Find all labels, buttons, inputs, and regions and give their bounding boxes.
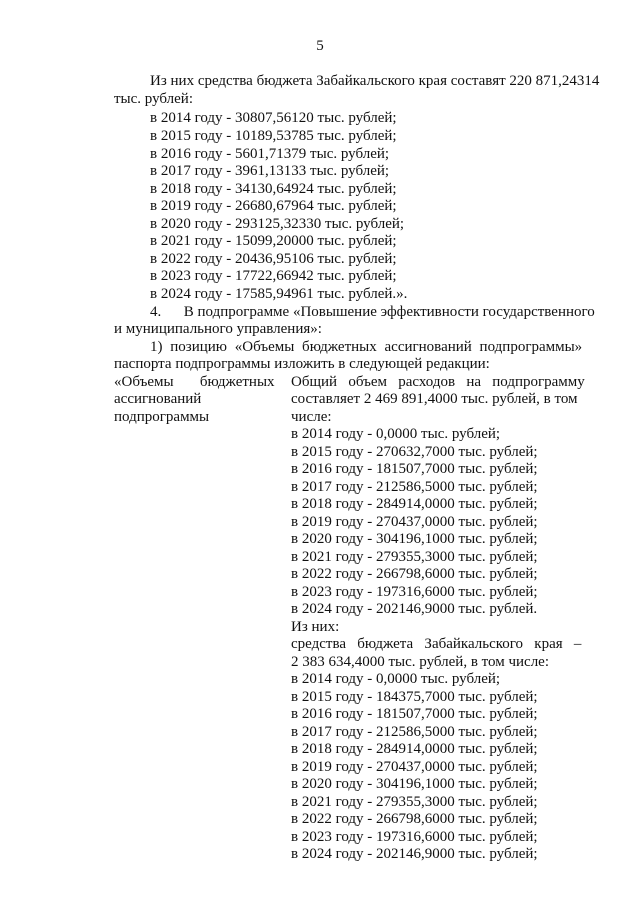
list-item: в 2019 году - 26680,67964 тыс. рублей; [150,198,397,214]
list-item: в 2024 году - 17585,94961 тыс. рублей.». [150,286,408,302]
total-line-1: Общий объем расходов на подпрограмму [291,374,585,390]
list-item: в 2016 году - 5601,71379 тыс. рублей; [150,146,390,162]
list-item: в 2023 году - 197316,6000 тыс. рублей; [291,584,538,600]
list-item: в 2016 году - 181507,7000 тыс. рублей; [291,461,538,477]
list-item: в 2022 году - 20436,95106 тыс. рублей; [150,251,397,267]
list-item: в 2022 году - 266798,6000 тыс. рублей; [291,566,538,582]
list-item: в 2017 году - 3961,13133 тыс. рублей; [150,163,390,179]
list-item: в 2014 году - 0,0000 тыс. рублей; [291,426,501,442]
regional-line-2: 2 383 634,4000 тыс. рублей, в том числе: [291,654,550,670]
total-line-2: составляет 2 469 891,4000 тыс. рублей, в том [291,391,578,407]
intro-line-2: тыс. рублей: [114,91,193,107]
item-1-line-2: паспорта подпрограммы изложить в следующей редакции: [114,356,490,372]
list-item: в 2019 году - 270437,0000 тыс. рублей; [291,514,538,530]
list-item: в 2020 году - 293125,32330 тыс. рублей; [150,216,405,232]
list-item: в 2022 году - 266798,6000 тыс. рублей; [291,811,538,827]
page-number: 5 [316,38,324,54]
list-item: в 2021 году - 279355,3000 тыс. рублей; [291,549,538,565]
list-item: в 2014 году - 0,0000 тыс. рублей; [291,671,501,687]
item-4-line-1: 4. В подпрограмме «Повышение эффективности государственного [150,304,595,320]
list-item: в 2021 году - 15099,20000 тыс. рублей; [150,233,397,249]
list-item: в 2023 году - 197316,6000 тыс. рублей; [291,829,538,845]
table-left-cell-line-1: «Объемы бюджетных [114,374,275,390]
list-item: в 2015 году - 184375,7000 тыс. рублей; [291,689,538,705]
list-item: в 2015 году - 270632,7000 тыс. рублей; [291,444,538,460]
of-them-label: Из них: [291,619,340,635]
list-item: в 2020 году - 304196,1000 тыс. рублей; [291,776,538,792]
list-item: в 2016 году - 181507,7000 тыс. рублей; [291,706,538,722]
item-1-line-1: 1) позицию «Объемы бюджетных ассигнований подпрограммы» [150,339,583,355]
list-item: в 2024 году - 202146,9000 тыс. рублей. [291,601,538,617]
list-item: в 2021 году - 279355,3000 тыс. рублей; [291,794,538,810]
table-left-cell-line-2: ассигнований [114,391,202,407]
list-item: в 2018 году - 284914,0000 тыс. рублей; [291,496,538,512]
list-item: в 2017 году - 212586,5000 тыс. рублей; [291,479,538,495]
regional-line-1: средства бюджета Забайкальского края – [291,636,582,652]
list-item: в 2018 году - 284914,0000 тыс. рублей; [291,741,538,757]
list-item: в 2023 году - 17722,66942 тыс. рублей; [150,268,397,284]
list-item: в 2018 году - 34130,64924 тыс. рублей; [150,181,397,197]
total-line-3: числе: [291,409,332,425]
list-item: в 2017 году - 212586,5000 тыс. рублей; [291,724,538,740]
list-item: в 2015 году - 10189,53785 тыс. рублей; [150,128,397,144]
intro-line-1: Из них средства бюджета Забайкальского края составят 220 871,24314 [150,73,600,89]
table-left-cell-line-3: подпрограммы [114,409,210,425]
list-item: в 2024 году - 202146,9000 тыс. рублей; [291,846,538,862]
list-item: в 2020 году - 304196,1000 тыс. рублей; [291,531,538,547]
list-item: в 2014 году - 30807,56120 тыс. рублей; [150,110,397,126]
item-4-line-2: и муниципального управления»: [114,321,322,337]
list-item: в 2019 году - 270437,0000 тыс. рублей; [291,759,538,775]
